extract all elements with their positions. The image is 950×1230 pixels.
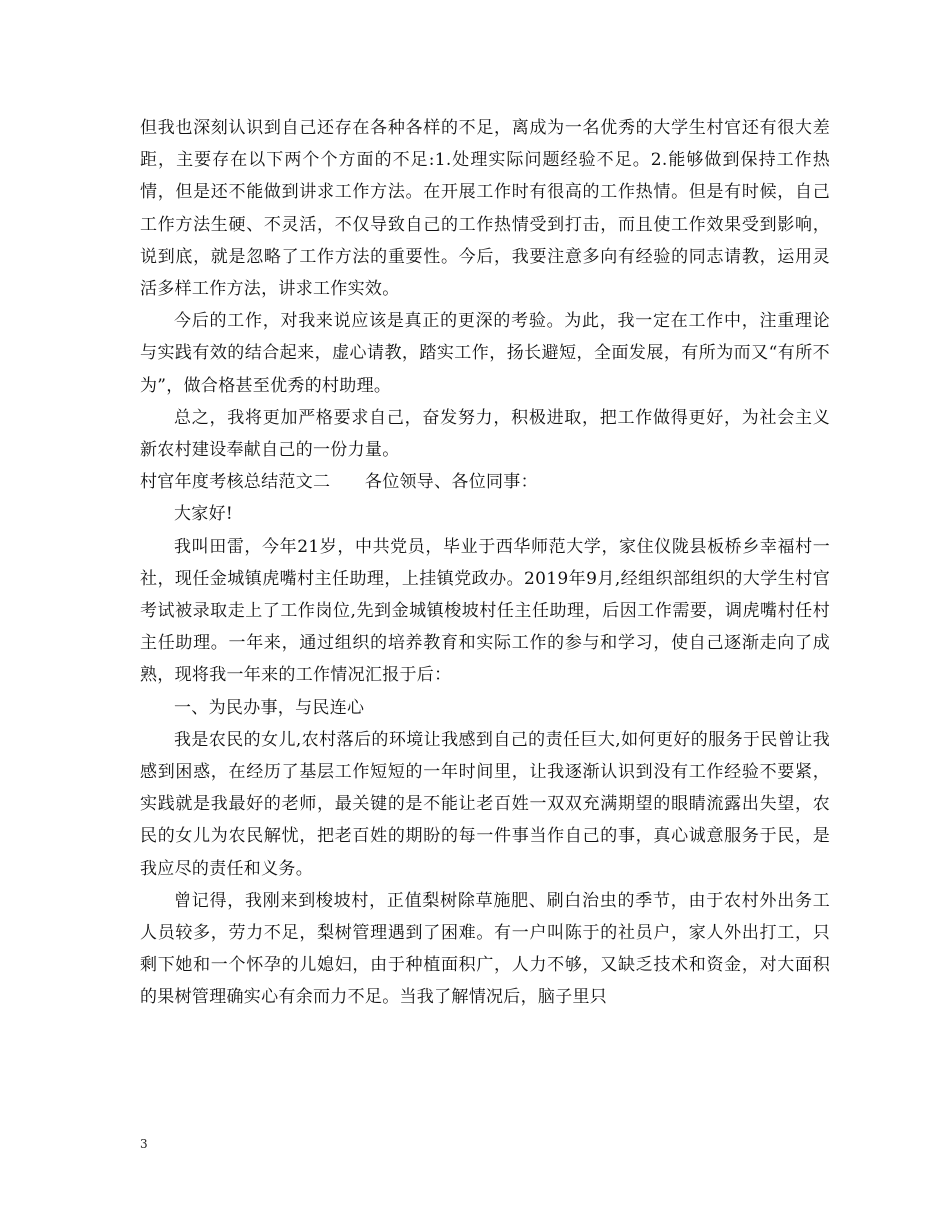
paragraph: 我是农民的女儿,农村落后的环境让我感到自己的责任巨大,如何更好的服务于民曾让我感到困惑，在经历了基层工作短短的一年时间里，让我逐渐认识到没有工作经验不要紧，实践就是我最好的老师，最关键的是不能让老百姓一双双充满期望的眼睛流露出失望，农民的女儿为农民解忧，把老百姓的期盼的每一件事当作自己的事，真心诚意服务于民，是我应尽的责任和义务。 xyxy=(140,729,830,879)
paragraph: 总之，我将更加严格要求自己，奋发努力，积极进取，把工作做得更好，为社会主义新农村建设奉献自己的一份力量。 xyxy=(140,407,830,461)
page-number: 3 xyxy=(140,1137,148,1151)
paragraph: 但我也深刻认识到自己还存在各种各样的不足，离成为一名优秀的大学生村官还有很大差距，主要存在以下两个个方面的不足:1.处理实际问题经验不足。2.能够做到保持工作热情，但是还不能做到讲求工作方法。在开展工作时有很高的工作热情。但是有时候，自己工作方法生硬、不灵活，不仅导致自己的工作热情受到打击，而且使工作效果受到影响，说到底，就是忽略了工作方法的重要性。今后，我要注意多向有经验的同志请教，运用灵活多样工作方法，讲求工作实效。 xyxy=(140,118,830,300)
paragraph: 曾记得，我刚来到梭坡村，正值梨树除草施肥、刷白治虫的季节，由于农村外出务工人员较多，劳力不足，梨树管理遇到了困难。有一户叫陈于的社员户，家人外出打工，只剩下她和一个怀孕的儿媳妇，由于种植面积广，人力不够，又缺乏技术和资金，对大面积的果树管理确实心有余而力不足。当我了解情况后，脑子里只 xyxy=(140,890,830,1008)
greeting: 大家好! xyxy=(174,504,234,525)
section-heading: 村官年度考核总结范文二 各位领导、各位同事： xyxy=(140,472,538,493)
document-body xyxy=(140,112,830,1014)
subheading: 一、为民办事，与民连心 xyxy=(174,697,365,718)
paragraph: 今后的工作，对我来说应该是真正的更深的考验。为此，我一定在工作中，注重理论与实践有效的结合起来，虚心请教，踏实工作，扬长避短，全面发展，有所为而又“有所不为”，做合格甚至优秀的村助理。 xyxy=(140,311,830,396)
paragraph: 我叫田雷，今年21岁，中共党员，毕业于西华师范大学，家住仪陇县板桥乡幸福村一社，现任金城镇虎嘴村主任助理，上挂镇党政办。2019年9月,经组织部组织的大学生村官考试被录取走上了工作岗位,先到金城镇梭坡村任主任助理，后因工作需要，调虎嘴村任村主任助理。一年来，通过组织的培养教育和实际工作的参与和学习，使自己逐渐走向了成熟，现将我一年来的工作情况汇报于后： xyxy=(140,536,830,686)
